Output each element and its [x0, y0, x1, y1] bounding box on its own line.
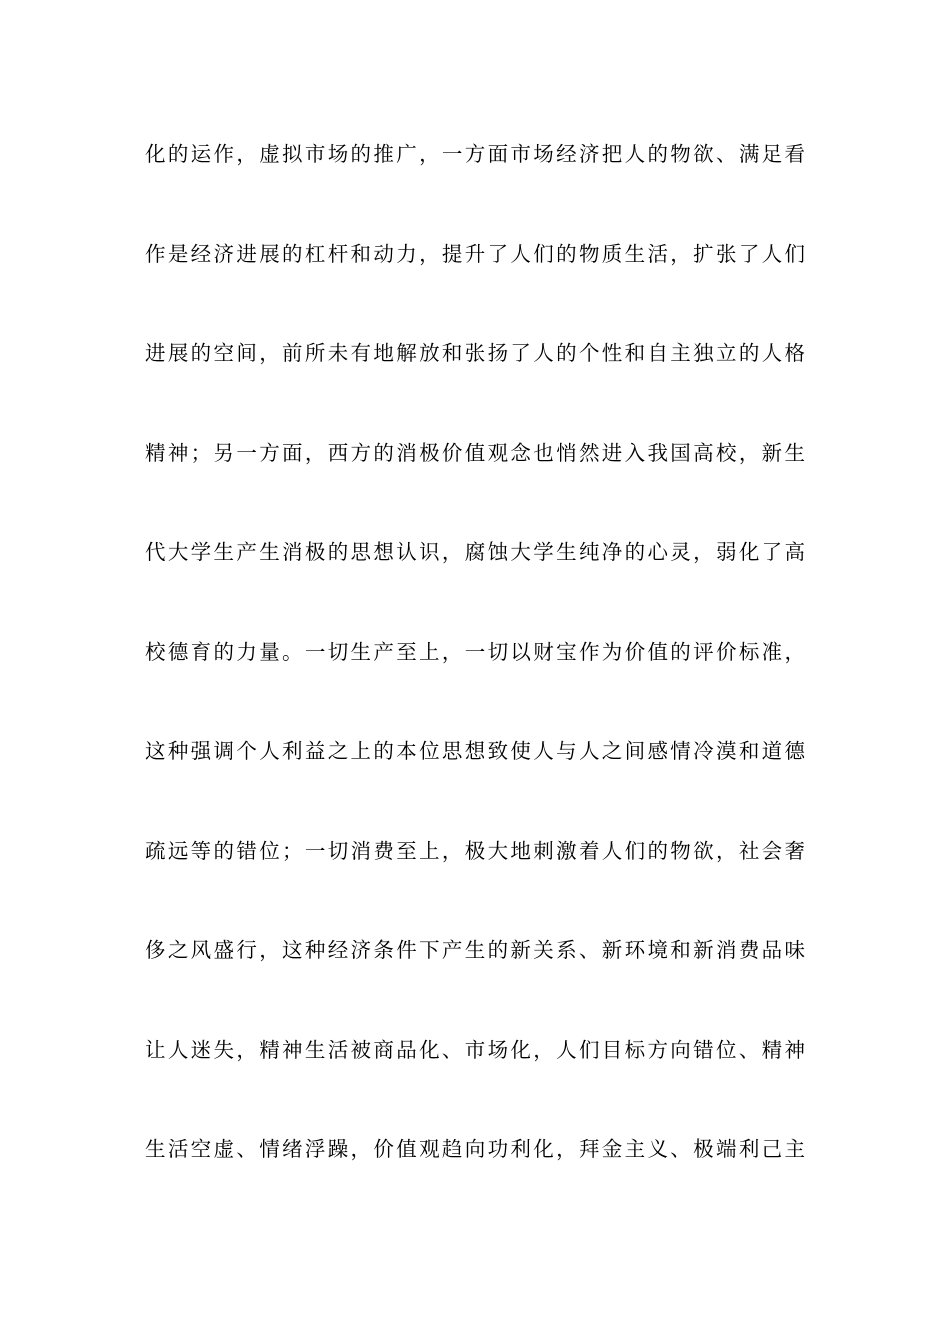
text-line: 精神；另一方面，西方的消极价值观念也悄然进入我国高校，新生: [145, 440, 805, 465]
text-line: 这种强调个人利益之上的本位思想致使人与人之间感情冷漠和道德: [145, 739, 805, 763]
text-line: 作是经济进展的杠杆和动力，提升了人们的物质生活，扩张了人们: [145, 241, 805, 266]
text-line: 代大学生产生消极的思想认识，腐蚀大学生纯净的心灵，弱化了高: [145, 540, 805, 564]
text-line: 生活空虚、情绪浮躁，价值观趋向功利化，拜金主义、极端利己主: [145, 1137, 805, 1161]
text-line: 疏远等的错位；一切消费至上，极大地刺激着人们的物欲，社会奢: [145, 838, 805, 863]
text-line: 侈之风盛行，这种经济条件下产生的新关系、新环境和新消费品味: [145, 938, 805, 962]
text-line: 校德育的力量。一切生产至上，一切以财宝作为价值的评价标准，: [145, 639, 805, 664]
text-line: 进展的空间，前所未有地解放和张扬了人的个性和自主独立的人格: [145, 341, 805, 365]
text-line: 化的运作，虚拟市场的推广，一方面市场经济把人的物欲、满足看: [145, 142, 805, 166]
body-text: [145, 136, 805, 1231]
text-line: 让人迷失，精神生活被商品化、市场化，人们目标方向错位、精神: [145, 1037, 805, 1062]
